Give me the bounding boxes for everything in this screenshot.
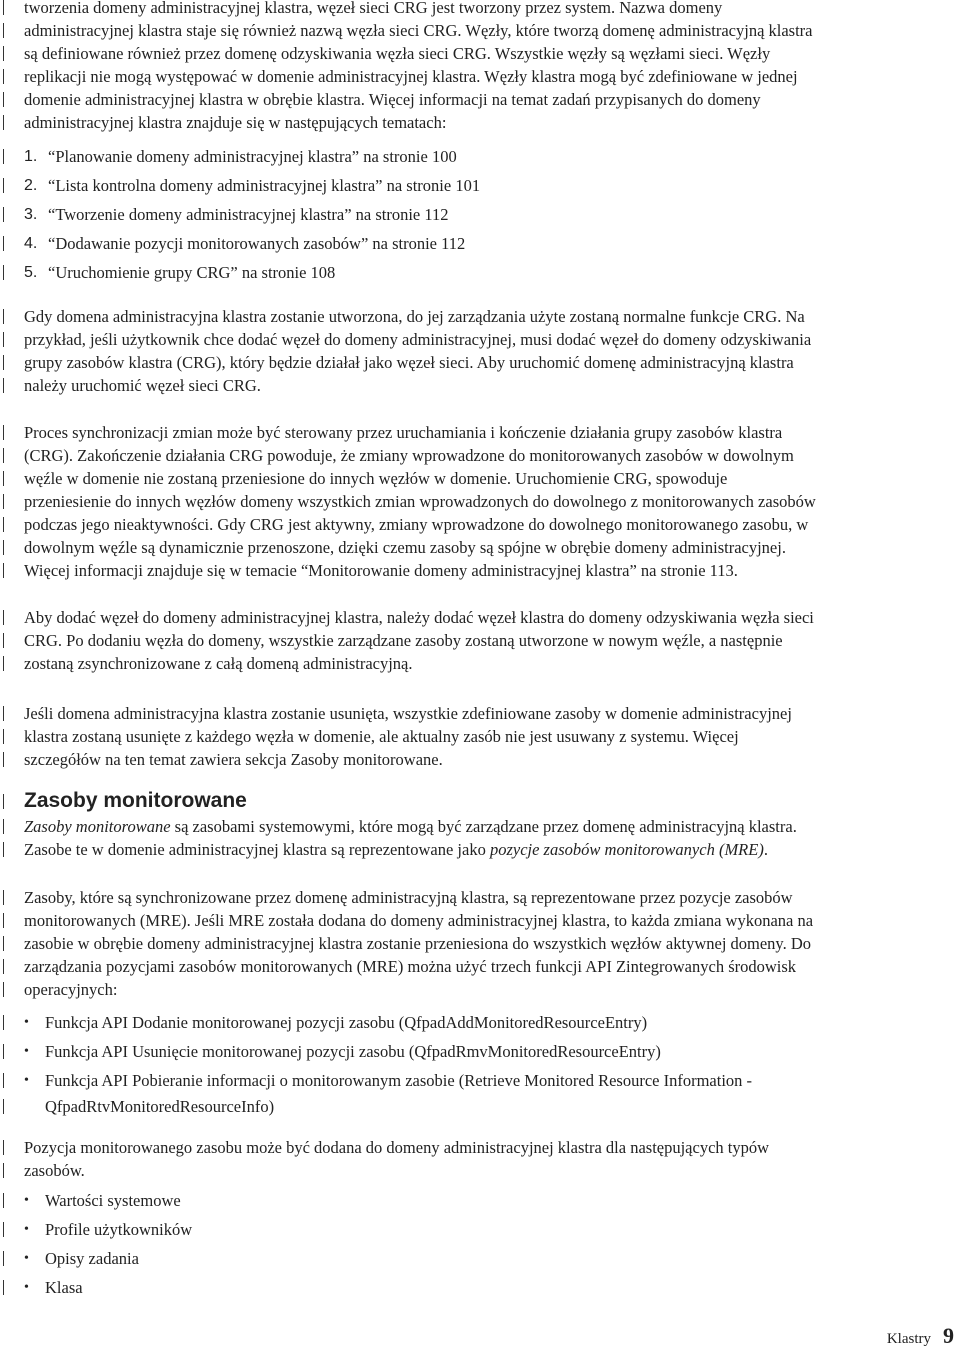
text-line: grupy zasobów klastra (CRG), który będzie działał jako węzeł sieci. Aby uruchomić domenę administracyjną klastra <box>24 353 794 372</box>
list-item <box>0 1008 960 1037</box>
list-item <box>0 200 960 229</box>
paragraph-sync <box>0 421 960 582</box>
type-list <box>0 1186 960 1302</box>
text-span: . <box>763 840 768 859</box>
list-item <box>0 1066 960 1095</box>
text-line: CRG. Po dodaniu węzła do domeny, wszystkie zarządzane zasoby zostaną utworzone w nowym węźle, a następnie <box>24 631 783 650</box>
change-bar <box>3 842 4 857</box>
text-line: klastra zostaną usunięte z każdego węzła w domenie, ale aktualny zasób nie jest usuwany z systemu. Więcej <box>24 727 739 746</box>
text-line <box>24 838 768 861</box>
change-bar <box>3 332 4 347</box>
paragraph-types <box>0 1136 960 1182</box>
text-line: Pozycja monitorowanego zasobu może być dodana do domeny administracyjnej klastra dla następujących typów <box>24 1138 770 1157</box>
change-bar <box>3 706 4 721</box>
text-line: Proces synchronizacji zmian może być sterowany przez uruchamiania i kończenie działania grupy zasobów klastra <box>24 423 783 442</box>
term-italic: pozycje zasobów monitorowanych (MRE) <box>489 840 764 859</box>
text-line: administracyjnej klastra znajduje się w następujących tematach: <box>24 113 447 132</box>
change-bar <box>3 265 4 280</box>
text-line: operacyjnych: <box>24 980 118 999</box>
change-bar <box>3 1193 4 1208</box>
text-line: Więcej informacji znajduje się w temacie “Monitorowanie domeny administracyjnej klastra” na stronie 113. <box>24 561 738 580</box>
list-item-text: Funkcja API Dodanie monitorowanej pozycji zasobu (QfpadAddMonitoredResourceEntry) <box>45 1013 648 1032</box>
change-bar <box>3 633 4 648</box>
bullet-icon: • <box>24 1044 29 1059</box>
section-title: Zasoby monitorowane <box>24 789 247 812</box>
change-bar <box>3 819 4 834</box>
change-bar <box>3 1044 4 1059</box>
paragraph-delete <box>0 702 960 771</box>
text-line: szczegółów na ten temat zawiera sekcja Zasoby monitorowane. <box>24 750 443 769</box>
text-line: domenie administracyjnej klastra w obrębie klastra. Więcej informacji na temat zadań przypisanych do domeny <box>24 90 761 109</box>
change-bar <box>3 1163 4 1178</box>
change-bar <box>3 494 4 509</box>
text-line: zasobów. <box>24 1161 85 1180</box>
topic-link[interactable]: “Lista kontrolna domeny administracyjnej klastra” na stronie 101 <box>48 176 481 195</box>
list-item <box>0 1244 960 1273</box>
list-item <box>0 1186 960 1215</box>
change-bar <box>3 115 4 130</box>
text-line: Jeśli domena administracyjna klastra zostanie usunięta, wszystkie zdefiniowane zasoby w domenie administracyjnej <box>24 704 792 723</box>
list-item <box>0 229 960 258</box>
change-bar <box>3 236 4 251</box>
change-bar <box>3 69 4 84</box>
text-line: należy uruchomić węzeł sieci CRG. <box>24 376 261 395</box>
intro-paragraph <box>0 0 960 134</box>
text-line: tworzenia domeny administracyjnej klastra, węzeł sieci CRG jest tworzony przez system. Nazwa domeny <box>24 0 723 17</box>
text-line: (CRG). Zakończenie działania CRG powoduje, że zmiany wprowadzone do monitorowanych zasobów w dowolnym <box>24 446 794 465</box>
change-bar <box>3 1222 4 1237</box>
change-bar <box>3 610 4 625</box>
term-italic: Zasoby monitorowane <box>24 817 171 836</box>
paragraph-mre <box>0 886 960 1001</box>
change-bar <box>3 959 4 974</box>
change-bar <box>3 471 4 486</box>
text-line <box>24 815 797 838</box>
change-bar <box>3 656 4 671</box>
topic-link[interactable]: “Uruchomienie grupy CRG” na stronie 108 <box>48 263 336 282</box>
change-bar <box>3 355 4 370</box>
text-line: zasobie w obrębie domeny administracyjnej klastra zostanie przeniesiona do wszystkich węzłów aktywnej domeny. Do <box>24 934 812 953</box>
text-line: podczas jego nieaktywności. Gdy CRG jest aktywny, zmiany wprowadzone do dowolnego monitorowanego zasobu, w <box>24 515 809 534</box>
list-item <box>0 1037 960 1066</box>
change-bar <box>3 540 4 555</box>
list-number: 2. <box>24 177 38 194</box>
text-line: są definiowane również przez domenę odzyskiwania węzła sieci CRG. Wszystkie węzły są węzłami sieci. Węzły <box>24 44 771 63</box>
change-bar <box>3 890 4 905</box>
text-line: monitorowanych (MRE). Jeśli MRE została dodana do domeny administracyjnej klastra, to każda zmiana wykonana na <box>24 911 814 930</box>
list-item <box>0 1215 960 1244</box>
change-bar <box>3 729 4 744</box>
text-line: przeniesienie do innych węzłów domeny wszystkich zmian wprowadzonych do dowolnego z monitorowanych zasobów <box>24 492 816 511</box>
definition-paragraph <box>0 815 960 861</box>
bullet-icon: • <box>24 1015 29 1030</box>
bullet-icon: • <box>24 1193 29 1208</box>
change-bar <box>3 149 4 164</box>
list-item <box>0 258 960 287</box>
page-number: 9 <box>943 1323 954 1348</box>
change-bar <box>3 378 4 393</box>
text-line: zarządzania pozycjami zasobów monitorowanych (MRE) można użyć trzech funkcji API Zintegrowanych środowisk <box>24 957 797 976</box>
change-bar <box>3 752 4 767</box>
change-bar <box>3 1280 4 1295</box>
change-bar <box>3 309 4 324</box>
change-bar <box>3 0 4 15</box>
list-item <box>0 171 960 200</box>
text-line: replikacji nie mogą występować w domenie administracyjnej klastra. Węzły klastra mogą być zdefiniowane w jednej <box>24 67 798 86</box>
topic-list <box>0 142 960 287</box>
list-number: 1. <box>24 148 38 165</box>
bullet-icon: • <box>24 1073 29 1088</box>
list-item-text: Profile użytkowników <box>45 1220 193 1239</box>
text-line: zostaną zsynchronizowane z całą domeną administracyjną. <box>24 654 413 673</box>
text-line: Aby dodać węzeł do domeny administracyjnej klastra, należy dodać węzeł klastra do domeny odzyskiwania węzła sieci <box>24 608 814 627</box>
list-number: 5. <box>24 264 38 281</box>
topic-link[interactable]: “Dodawanie pozycji monitorowanych zasobów” na stronie 112 <box>48 234 466 253</box>
text-span: są zasobami systemowymi, które mogą być zarządzane przez domenę administracyjną klastra. <box>170 817 797 836</box>
list-item-text: Opisy zadania <box>45 1249 139 1268</box>
paragraph-after-create <box>0 305 960 397</box>
list-item-continuation <box>0 1095 960 1118</box>
change-bar <box>3 178 4 193</box>
topic-link[interactable]: “Tworzenie domeny administracyjnej klastra” na stronie 112 <box>48 205 449 224</box>
change-bar <box>3 794 4 809</box>
text-line: Zasoby, które są synchronizowane przez domenę administracyjną klastra, są reprezentowane przez pozycje zasobów <box>24 888 793 907</box>
bullet-icon: • <box>24 1251 29 1266</box>
list-item-text: Funkcja API Pobieranie informacji o monitorowanym zasobie (Retrieve Monitored Resource Information - <box>45 1071 753 1090</box>
text-line: dowolnym węźle są dynamicznie przenoszone, dzięki czemu zasoby są spójne w obrębie domeny administracyjnej. <box>24 538 786 557</box>
footer-section-label: Klastry <box>886 1331 931 1347</box>
text-line: przykład, jeśli użytkownik chce dodać węzeł do domeny administracyjnej, musi dodać węzeł do domeny odzyskiwania <box>24 330 812 349</box>
change-bar <box>3 448 4 463</box>
bullet-icon: • <box>24 1280 29 1295</box>
change-bar <box>3 936 4 951</box>
change-bar <box>3 913 4 928</box>
change-bar <box>3 425 4 440</box>
change-bar <box>3 207 4 222</box>
text-line: węźle w domenie nie zostaną przeniesione do innych węzłów w domenie. Uruchomienie CRG, spowoduje <box>24 469 728 488</box>
section-header <box>0 788 960 814</box>
text-span: Zasobe te w domenie administracyjnej klastra są reprezentowane jako <box>24 840 490 859</box>
text-line: administracyjnej klastra staje się również nazwą węzła sieci CRG. Węzły, które tworzą domenę administracyjną klastra <box>24 21 813 40</box>
topic-link[interactable]: “Planowanie domeny administracyjnej klastra” na stronie 100 <box>48 147 457 166</box>
change-bar <box>3 1073 4 1088</box>
list-item <box>0 1273 960 1302</box>
list-number: 3. <box>24 206 38 223</box>
change-bar <box>3 982 4 997</box>
list-item-text: Funkcja API Usunięcie monitorowanej pozycji zasobu (QfpadRmvMonitoredResourceEntry) <box>45 1042 661 1061</box>
change-bar <box>3 1099 4 1114</box>
api-list <box>0 1008 960 1118</box>
list-item-text: Klasa <box>45 1278 83 1297</box>
list-item <box>0 142 960 171</box>
change-bar <box>3 1251 4 1266</box>
change-bar <box>3 563 4 578</box>
change-bar <box>3 92 4 107</box>
page-footer <box>887 1323 954 1351</box>
paragraph-add-node <box>0 606 960 675</box>
list-number: 4. <box>24 235 38 252</box>
change-bar <box>3 23 4 38</box>
bullet-icon: • <box>24 1222 29 1237</box>
list-item-text: Wartości systemowe <box>45 1191 181 1210</box>
change-bar <box>3 1140 4 1155</box>
change-bar <box>3 46 4 61</box>
change-bar <box>3 517 4 532</box>
text-line: Gdy domena administracyjna klastra zostanie utworzona, do jej zarządzania użyte zostaną normalne funkcje CRG. Na <box>24 307 805 326</box>
change-bar <box>3 1015 4 1030</box>
list-item-text: QfpadRtvMonitoredResourceInfo) <box>45 1097 275 1116</box>
